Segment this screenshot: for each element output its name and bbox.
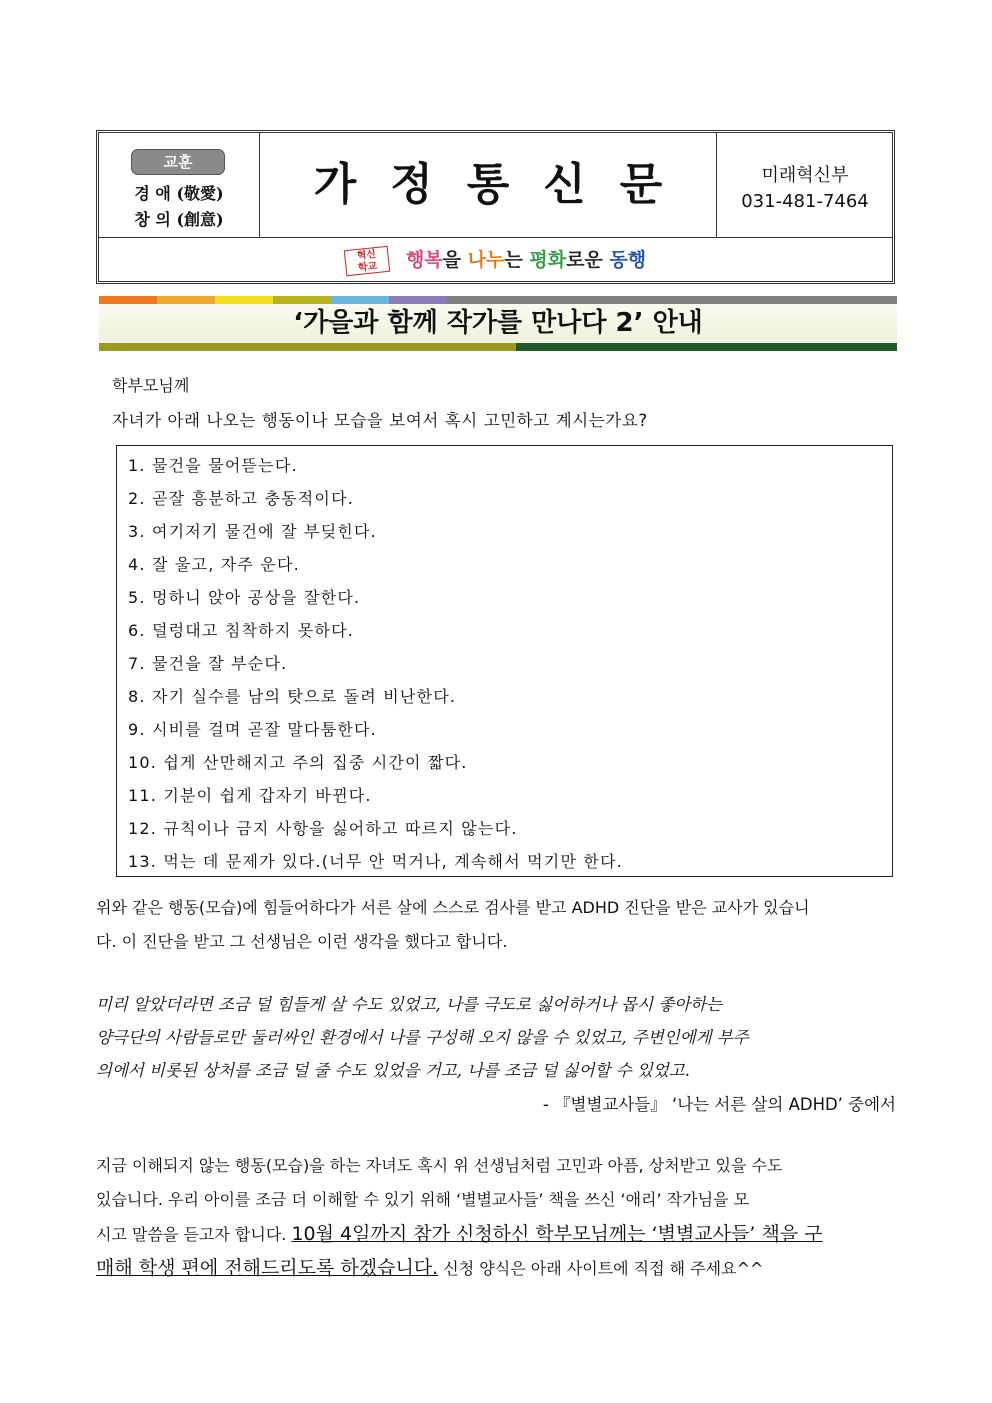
department-info xyxy=(716,133,893,237)
newsletter-header xyxy=(96,130,895,284)
paragraph-2-line-1: 지금 이해되지 않는 행동(모습)을 하는 자녀도 혹시 위 선생님처럼 고민과 아픔, 상처받고 있을 수도 xyxy=(96,1156,783,1175)
slogan-part: 나누 xyxy=(467,249,505,271)
list-item: 11. 기분이 쉽게 갑자기 바뀐다. xyxy=(128,786,372,805)
strip-segment xyxy=(331,296,389,304)
quote-line-1: 미리 알았더라면 조금 덜 힘들게 살 수도 있었고, 나를 극도로 싫어하거나 몹시 좋아하는 xyxy=(96,995,723,1014)
department-name: 미래혁신부 xyxy=(761,165,849,186)
list-item: 6. 덜렁대고 침착하지 못하다. xyxy=(128,621,355,640)
motto-badge: 교훈 xyxy=(131,149,225,175)
paragraph-1-line-1: 위와 같은 행동(모습)에 힘들어하다가 서른 살에 스스로 검사를 받고 ADHD 진단을 받은 교사가 있습니 xyxy=(96,898,810,917)
strip-segment xyxy=(99,296,157,304)
motto-line-1: 경 애 (敬愛) xyxy=(134,184,224,203)
strip-segment xyxy=(273,296,331,304)
strip-segment xyxy=(389,296,447,304)
paragraph-2-line-3-text: 시고 말씀을 듣고자 합니다. xyxy=(96,1225,292,1244)
notice-title: ‘가을과 함께 작가를 만나다 2’ 안내 xyxy=(293,308,703,338)
header-slogan-row xyxy=(99,238,892,281)
slogan-part: 을 xyxy=(442,249,468,271)
strip-segment xyxy=(99,343,516,351)
paragraph-2-line-4 xyxy=(96,1253,896,1280)
title-banner xyxy=(99,296,897,355)
behavior-list-box xyxy=(116,445,893,877)
greeting: 학부모님께 xyxy=(112,376,190,395)
paragraph-2-line-2: 있습니다. 우리 아이를 조금 더 이해할 수 있기 위해 ‘별별교사들’ 책을 쓰신 ‘애리’ 작가님을 모 xyxy=(96,1190,750,1209)
quote-line-2: 양극단의 사람들로만 둘러싸인 환경에서 나를 구성해 오지 않을 수 있었고, 주변인에게 부주 xyxy=(96,1028,749,1047)
slogan-part: 평화 xyxy=(529,249,567,271)
list-item: 8. 자기 실수를 남의 탓으로 돌려 비난한다. xyxy=(128,687,457,706)
list-item: 5. 멍하니 앉아 공상을 잘한다. xyxy=(128,588,361,607)
list-item: 13. 먹는 데 문제가 있다.(너무 안 먹거나, 계속해서 먹기만 한다. xyxy=(128,852,624,871)
highlighted-notice-1: 10월 4일까지 참가 신청하신 학부모님께는 ‘별별교사들’ 책을 구 xyxy=(291,1223,823,1245)
list-item: 9. 시비를 걸며 곧잘 말다툼한다. xyxy=(128,720,377,739)
quote-line-3: 의에서 비롯된 상처를 조금 덜 줄 수도 있었을 거고, 나를 조금 덜 싫어할 수 있었고. xyxy=(96,1061,690,1080)
slogan-part: 로운 xyxy=(566,249,610,271)
paragraph-2-line-4-text: 신청 양식은 아래 사이트에 직접 해 주세요^^ xyxy=(438,1259,764,1278)
school-slogan xyxy=(406,239,646,282)
highlighted-notice-2: 매해 학생 편에 전해드리도록 하겠습니다. xyxy=(96,1257,439,1279)
paragraph-1-line-2: 다. 이 진단을 받고 그 선생님은 이런 생각을 했다고 합니다. xyxy=(96,932,508,951)
slogan-part: 는 xyxy=(504,249,530,271)
slogan-part: 행복 xyxy=(405,249,443,271)
question-text: 자녀가 아래 나오는 행동이나 모습을 보여서 혹시 고민하고 계시는가요? xyxy=(112,411,648,430)
strip-segment xyxy=(215,296,273,304)
department-phone: 031-481-7464 xyxy=(741,191,869,212)
slogan-part: 동행 xyxy=(609,249,647,271)
strip-segment xyxy=(157,296,215,304)
list-item: 3. 여기저기 물건에 잘 부딪힌다. xyxy=(128,522,377,541)
list-item: 1. 물건을 물어뜯는다. xyxy=(128,456,298,475)
innovation-school-logo: 혁신 학교 xyxy=(344,245,390,275)
list-item: 7. 물건을 잘 부순다. xyxy=(128,654,288,673)
strip-segment xyxy=(516,343,897,351)
list-item: 2. 곧잘 흥분하고 충동적이다. xyxy=(128,489,355,508)
list-item: 10. 쉽게 산만해지고 주의 집중 시간이 짧다. xyxy=(128,753,468,772)
page-title: 가정통신문 xyxy=(313,159,697,210)
list-item: 12. 규칙이나 금지 사항을 싫어하고 따르지 않는다. xyxy=(128,819,518,838)
motto-line-2: 창 의 (創意) xyxy=(134,210,224,229)
list-item: 4. 잘 울고, 자주 운다. xyxy=(128,555,300,574)
paragraph-2-line-3 xyxy=(96,1219,896,1246)
school-motto xyxy=(99,133,260,237)
strip-segment xyxy=(447,296,897,304)
quote-source: - 『별별교사들』 ‘나는 서른 살의 ADHD’ 중에서 xyxy=(542,1095,896,1114)
header-top-row xyxy=(99,133,892,238)
